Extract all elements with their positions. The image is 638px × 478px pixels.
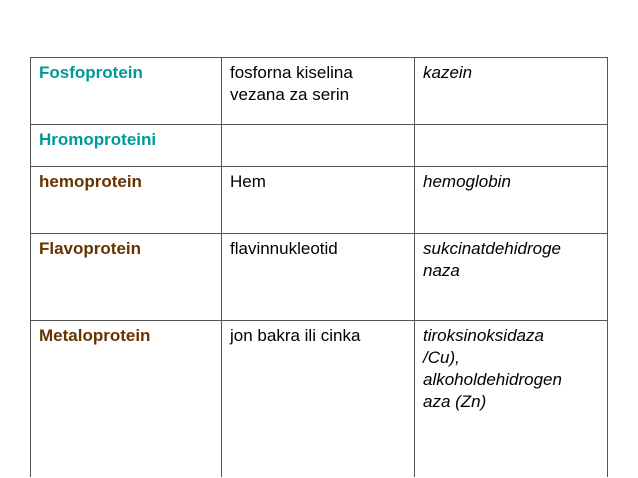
prosthetic-group-cell: flavinnukleotid bbox=[222, 234, 415, 321]
example-cell: hemoglobin bbox=[415, 167, 608, 234]
prosthetic-group-cell: Hem bbox=[222, 167, 415, 234]
protein-name-cell: hemoprotein bbox=[31, 167, 222, 234]
example-cell: sukcinatdehidroge naza bbox=[415, 234, 608, 321]
protein-name-cell: Fosfoprotein bbox=[31, 58, 222, 125]
prosthetic-group-cell: jon bakra ili cinka bbox=[222, 321, 415, 477]
protein-name-cell: Hromoproteini bbox=[31, 125, 222, 167]
example-cell: kazein bbox=[415, 58, 608, 125]
prosthetic-group-cell: fosforna kiselina vezana za serin bbox=[222, 58, 415, 125]
table-row bbox=[31, 125, 608, 167]
table-row bbox=[31, 58, 608, 125]
protein-classification-table bbox=[30, 57, 608, 477]
table-row bbox=[31, 321, 608, 477]
example-cell: tiroksinoksidaza /Cu), alkoholdehidrogen aza (Zn) bbox=[415, 321, 608, 477]
table-row bbox=[31, 234, 608, 321]
example-cell bbox=[415, 125, 608, 167]
protein-name-cell: Metaloprotein bbox=[31, 321, 222, 477]
prosthetic-group-cell bbox=[222, 125, 415, 167]
protein-name-cell: Flavoprotein bbox=[31, 234, 222, 321]
table-row bbox=[31, 167, 608, 234]
